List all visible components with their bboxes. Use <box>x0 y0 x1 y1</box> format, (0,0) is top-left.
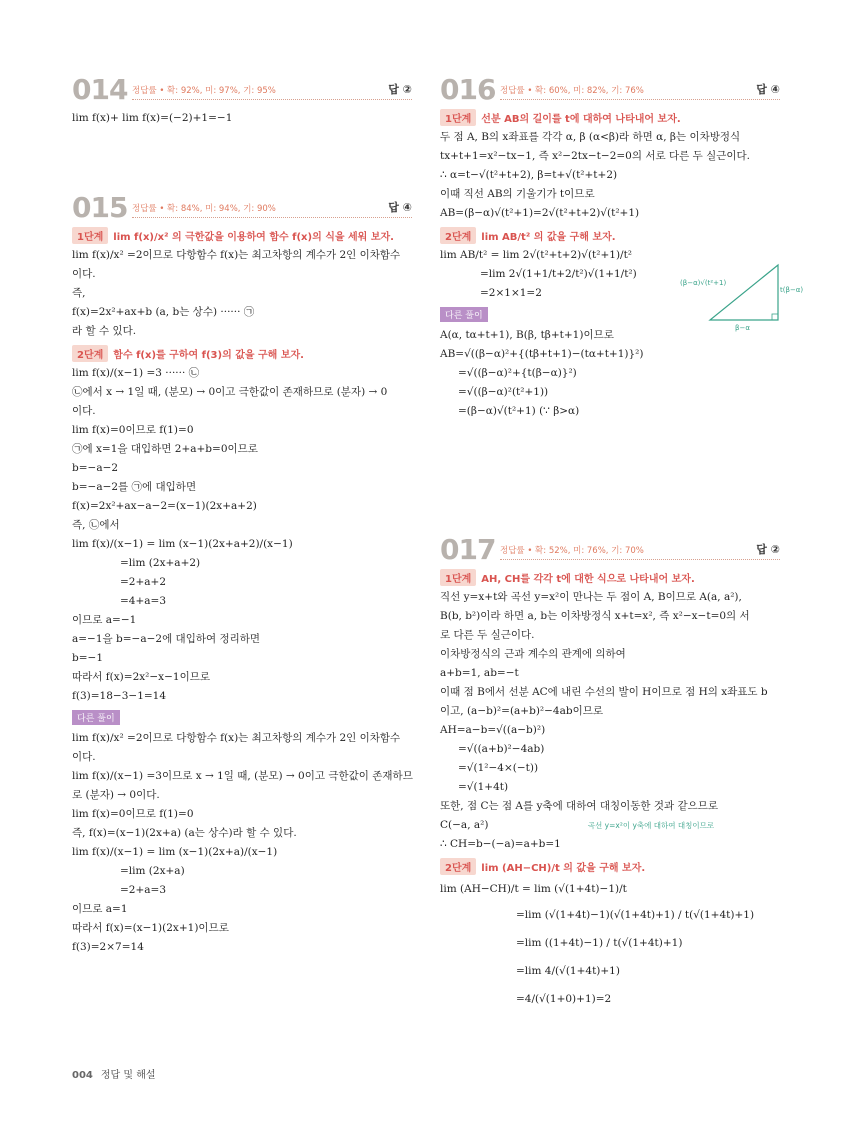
step-badge: 1단계 <box>440 109 476 126</box>
problem-015 <box>72 193 412 957</box>
solution-line: =lim (2x+a+2) <box>120 557 201 569</box>
solution-line: =√((β−α)²(t²+1)) <box>458 386 549 398</box>
solution-line: a=−1을 b=−a−2에 대입하여 정리하면 <box>72 633 261 645</box>
solution-line: tx+t+1=x²−tx−1, 즉 x²−2tx−t−2=0의 서로 다른 두 실근이다. <box>440 150 750 162</box>
step-2-heading <box>440 227 616 244</box>
solution-line: B(b, b²)이라 하면 a, b는 이차방정식 x+t=x², 즉 x²−x−t=0의 서 <box>440 610 750 622</box>
triangle-shape <box>710 265 778 320</box>
solution-line: AB=(β−α)√(t²+1)=2√(t²+t+2)√(t²+1) <box>440 207 640 219</box>
step-badge: 1단계 <box>440 569 476 586</box>
step-1-heading <box>440 109 681 126</box>
problem-header <box>440 535 780 565</box>
answer-label: 답 ④ <box>756 83 780 96</box>
footer-label: 정답 및 해설 <box>100 1070 156 1081</box>
step-text: lim f(x)/x² 의 극한값을 이용하여 함수 f(x)의 식을 세워 보자. <box>113 232 394 243</box>
solution-line: 따라서 f(x)=2x²−x−1이므로 <box>72 671 211 683</box>
problem-header <box>440 75 780 105</box>
solution-line: f(3)=2×7=14 <box>72 941 144 953</box>
problem-number: 014 <box>72 73 128 106</box>
solution-line: =lim (√(1+4t)−1)(√(1+4t)+1) / t(√(1+4t)+1) <box>516 909 755 921</box>
solution-line: AH=a−b=√((a−b)²) <box>440 724 546 736</box>
step-text: AH, CH를 각각 t에 대한 식으로 나타내어 보자. <box>481 574 695 585</box>
solution-line: 이다. <box>72 751 96 763</box>
solution-line: =√(1²−4×(−t)) <box>458 762 539 774</box>
solution-line: =2×1×1=2 <box>480 287 542 299</box>
solution-line: 이다. <box>72 268 96 280</box>
base-label: β−α <box>735 324 750 332</box>
solution-line: lim f(x)/(x−1) = lim (x−1)(2x+a+2)/(x−1) <box>72 538 293 550</box>
solution-line: lim (AH−CH)/t = lim (√(1+4t)−1)/t <box>440 883 627 895</box>
solution-line: lim f(x)/(x−1) =3 ······ ㉡ <box>72 367 200 379</box>
step-2-heading <box>72 345 304 362</box>
solution-line: ∴ α=t−√(t²+t+2), β=t+√(t²+t+2) <box>440 169 618 181</box>
step-1-heading <box>72 227 394 244</box>
solution-line: =4/(√(1+0)+1)=2 <box>516 993 612 1005</box>
problem-number: 015 <box>72 191 128 224</box>
problem-017 <box>440 535 780 1013</box>
problem-014 <box>72 75 412 128</box>
solution-line: =lim 4/(√(1+4t)+1) <box>516 965 620 977</box>
solution-line: =(β−α)√(t²+1) (∵ β>α) <box>458 405 580 417</box>
solution-line <box>440 816 780 835</box>
solution-line: lim AB/t² = lim 2√(t²+t+2)√(t²+1)/t² <box>440 249 633 261</box>
step-badge: 2단계 <box>440 227 476 244</box>
solution-line: b=−1 <box>72 652 103 664</box>
step-badge: 2단계 <box>440 858 476 875</box>
solution-line: 이때 직선 AB의 기울기가 t이므로 <box>440 188 595 200</box>
alt-solution-badge: 다른 풀이 <box>440 307 488 322</box>
alt-solution-badge: 다른 풀이 <box>72 710 120 725</box>
header-divider <box>500 99 780 100</box>
step-text: 선분 AB의 길이를 t에 대하여 나타내어 보자. <box>481 114 681 125</box>
solution-line: =lim 2√(1+1/t+2/t²)√(1+1/t²) <box>480 268 637 280</box>
solution-line: a+b=1, ab=−t <box>440 667 519 679</box>
solution-line: 따라서 f(x)=(x−1)(2x+1)이므로 <box>72 922 229 934</box>
solution-line: 두 점 A, B의 x좌표를 각각 α, β (α<β)라 하면 α, β는 이차방정식 <box>440 131 741 143</box>
solution-line: f(3)=18−3−1=14 <box>72 690 167 702</box>
solution-line: 이차방정식의 근과 계수의 관계에 의하여 <box>440 648 626 660</box>
solution-line: f(x)=2x²+ax+b (a, b는 상수) ······ ㉠ <box>72 306 255 318</box>
solution-line: b=−a−2 <box>72 462 119 474</box>
step-text: lim AB/t² 의 값을 구해 보자. <box>481 232 616 243</box>
correct-rate: 정답률 • 확: 52%, 미: 76%, 기: 70% <box>500 546 644 556</box>
solution-line: lim f(x)/(x−1) =3이므로 x → 1일 때, (분모) → 0이고 극한값이 존재하므 <box>72 770 413 782</box>
solution-line: 즉, ㉡에서 <box>72 519 120 531</box>
header-divider <box>500 559 780 560</box>
solution-line: =2+a+2 <box>120 576 167 588</box>
solution-line: =√((a+b)²−4ab) <box>458 743 545 755</box>
solution-line: 로 (분자) → 0이다. <box>72 789 160 801</box>
solution-line: 즉, <box>72 287 86 299</box>
page-footer <box>72 1066 156 1081</box>
solution-line: =lim ((1+4t)−1) / t(√(1+4t)+1) <box>516 937 683 949</box>
solution-line: =√((β−α)²+{t(β−α)}²) <box>458 367 577 379</box>
right-angle-mark <box>772 314 778 320</box>
solution-line: f(x)=2x²+ax−a−2=(x−1)(2x+a+2) <box>72 500 257 512</box>
correct-rate: 정답률 • 확: 92%, 미: 97%, 기: 95% <box>132 86 276 96</box>
hypotenuse-label: (β−α)√(t²+1) <box>680 279 727 287</box>
solution-line: 이다. <box>72 405 96 417</box>
problem-number: 017 <box>440 533 496 566</box>
problem-header <box>72 193 412 223</box>
vertical-label: t(β−α) <box>780 286 804 294</box>
answer-label: 답 ④ <box>388 201 412 214</box>
step-1-heading <box>440 569 695 586</box>
answer-label: 답 ② <box>756 543 780 556</box>
step-badge: 1단계 <box>72 227 108 244</box>
solution-line: 이므로 a=−1 <box>72 614 137 626</box>
triangle-diagram <box>680 260 804 335</box>
step-text: lim (AH−CH)/t 의 값을 구해 보자. <box>481 863 646 874</box>
problem-016 <box>440 73 804 421</box>
solution-line: lim f(x)/x² =2이므로 다항함수 f(x)는 최고차항의 계수가 2인 이차함수 <box>72 249 401 261</box>
correct-rate: 정답률 • 확: 84%, 미: 94%, 기: 90% <box>132 204 276 214</box>
solution-line: 또한, 점 C는 점 A를 y축에 대하여 대칭이동한 것과 같으므로 <box>440 800 719 812</box>
problem-header <box>72 75 412 105</box>
solution-line: 이므로 a=1 <box>72 903 128 915</box>
header-divider <box>132 99 412 100</box>
solution-line: lim f(x)/(x−1) = lim (x−1)(2x+a)/(x−1) <box>72 846 278 858</box>
solution-line: 즉, f(x)=(x−1)(2x+a) (a는 상수)라 할 수 있다. <box>72 827 297 839</box>
solution-line: 로 다른 두 실근이다. <box>440 629 535 641</box>
solution-line: lim f(x)/x² =2이므로 다항함수 f(x)는 최고차항의 계수가 2인 이차함수 <box>72 732 401 744</box>
symmetry-note: 곡선 y=x²이 y축에 대하여 대칭이므로 <box>587 821 715 830</box>
solution-line: =lim (2x+a) <box>120 865 185 877</box>
header-divider <box>132 217 412 218</box>
solution-line: ㉡에서 x → 1일 때, (분모) → 0이고 극한값이 존재하므로 (분자) → 0 <box>72 386 388 398</box>
solution-line: lim f(x)=0이므로 f(1)=0 <box>72 808 194 820</box>
solution-line: 이고, (a−b)²=(a+b)²−4ab이므로 <box>440 705 604 717</box>
page-number: 004 <box>72 1070 93 1081</box>
step-text: 함수 f(x)를 구하여 f(3)의 값을 구해 보자. <box>113 350 304 361</box>
solution-line: =√(1+4t) <box>458 781 509 793</box>
solution-line: =2+a=3 <box>120 884 167 896</box>
answer-label: 답 ② <box>388 83 412 96</box>
solution-line: ㉠에 x=1을 대입하면 2+a+b=0이므로 <box>72 443 258 455</box>
solution-line: lim f(x)=0이므로 f(1)=0 <box>72 424 194 436</box>
solution-line: lim f(x)+ lim f(x)=(−2)+1=−1 <box>72 112 233 124</box>
solution-line: =4+a=3 <box>120 595 167 607</box>
point-c-coordinates: C(−a, a²) <box>440 819 489 831</box>
solution-line: A(α, tα+t+1), B(β, tβ+t+1)이므로 <box>440 329 614 341</box>
solution-line: b=−a−2를 ㉠에 대입하면 <box>72 481 197 493</box>
solution-line: 이때 점 B에서 선분 AC에 내린 수선의 발이 H이므로 점 H의 x좌표도 b <box>440 686 768 698</box>
solution-line: 직선 y=x+t와 곡선 y=x²이 만나는 두 점이 A, B이므로 A(a, a²), <box>440 591 742 603</box>
solution-line: 라 할 수 있다. <box>72 325 137 337</box>
correct-rate: 정답률 • 확: 60%, 미: 82%, 기: 76% <box>500 86 644 96</box>
solution-line: ∴ CH=b−(−a)=a+b=1 <box>440 838 561 850</box>
solution-line: AB=√((β−α)²+{(tβ+t+1)−(tα+t+1)}²) <box>440 348 644 360</box>
step-2-heading <box>440 858 645 875</box>
step-badge: 2단계 <box>72 345 108 362</box>
problem-number: 016 <box>440 73 496 106</box>
